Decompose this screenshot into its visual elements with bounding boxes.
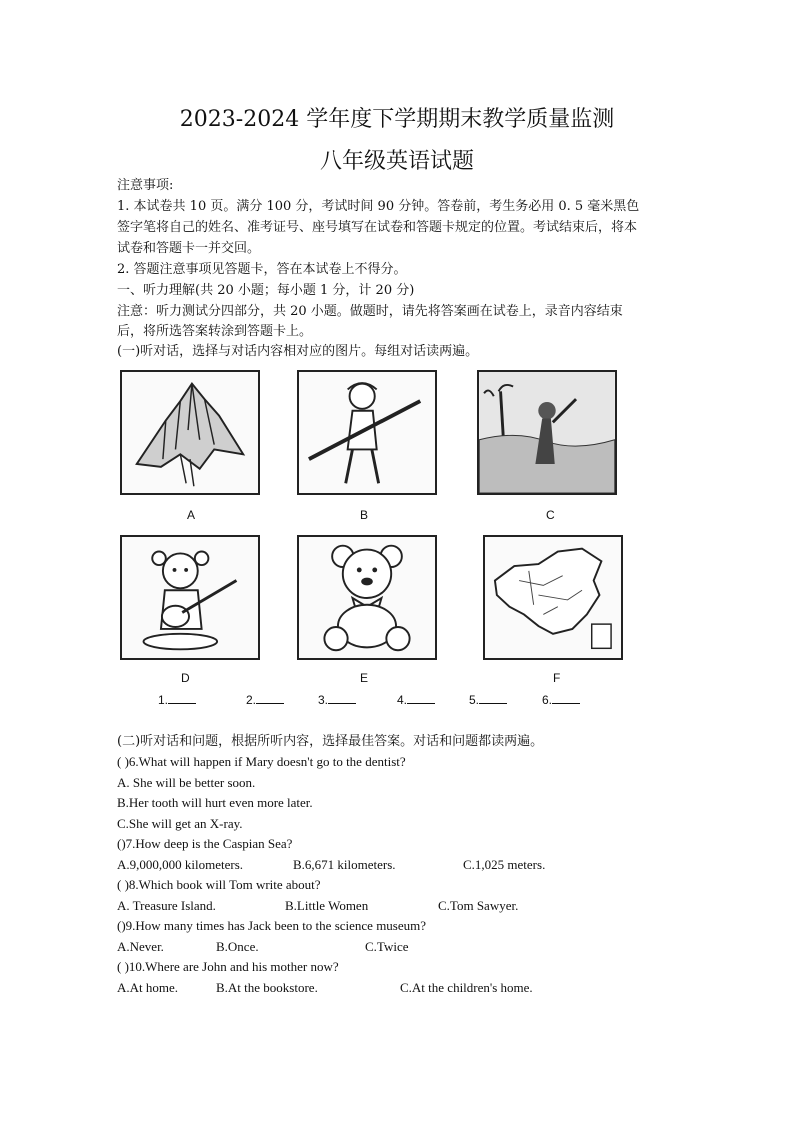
picture-label: D (181, 671, 190, 685)
option-9a: A.Never. (117, 939, 164, 954)
mountain-icon (120, 370, 260, 495)
monkey-king-icon (297, 370, 437, 495)
question-7: ()7.How deep is the Caspian Sea? (117, 836, 293, 851)
option-10b: B.At the bookstore. (216, 980, 318, 995)
option-8a: A. Treasure Island. (117, 898, 216, 913)
answer-blank-4[interactable]: 4. (397, 692, 435, 707)
answer-blank-2[interactable]: 2. (246, 692, 284, 707)
section1-note-1: 注意：听力测试分四部分，共 20 小题。做题时，请先将答案画在试卷上，录音内容结束 (117, 304, 623, 319)
notice-line-2: 签字笔将自己的姓名、准考证号、座号填写在试卷和答题卡规定的位置。考试结束后，将本 (117, 220, 638, 235)
option-9c: C.Twice (365, 939, 409, 954)
option-8c: C.Tom Sawyer. (438, 898, 519, 913)
option-8b: B.Little Women (285, 898, 369, 913)
exam-subtitle: 八年级英语试题 (319, 149, 474, 174)
option-10a: A.At home. (117, 980, 179, 995)
picture-label: B (360, 508, 369, 522)
option-7a: A.9,000,000 kilometers. (117, 857, 244, 872)
picture-label: C (546, 508, 555, 522)
option-10c: C.At the children's home. (400, 980, 533, 995)
china-map-icon (483, 535, 623, 660)
part1-instruction: (一)听对话，选择与对话内容相对应的图片。每组对话读两遍。 (117, 344, 479, 359)
picture-label: A (187, 508, 196, 522)
picture-label: E (360, 671, 369, 685)
answer-blank-3[interactable]: 3. (318, 692, 356, 707)
question-8: ( )8.Which book will Tom write about? (117, 877, 321, 892)
notice-line-3: 试卷和答题卡一并交回。 (117, 241, 261, 256)
option-6c: C.She will get an X-ray. (117, 816, 243, 831)
notice-heading: 注意事项: (117, 178, 174, 193)
answer-blank-5[interactable]: 5. (469, 692, 507, 707)
option-6a: A. She will be better soon. (117, 775, 256, 790)
option-6b: B.Her tooth will hurt even more later. (117, 795, 313, 810)
picture-label: F (553, 671, 561, 685)
option-7c: C.1,025 meters. (463, 857, 546, 872)
answer-blank-6[interactable]: 6. (542, 692, 580, 707)
castaway-icon (477, 370, 617, 495)
option-7b: B.6,671 kilometers. (293, 857, 396, 872)
question-6: ( )6.What will happen if Mary doesn't go to the dentist? (117, 754, 406, 769)
part2-instruction: (二)听对话和问题，根据所听内容，选择最佳答案。对话和问题都读两遍。 (117, 734, 544, 749)
section1-heading: 一、听力理解(共 20 小题；每小题 1 分，计 20 分) (117, 283, 415, 298)
section1-note-2: 后，将所选答案转涂到答题卡上。 (117, 324, 313, 339)
option-9b: B.Once. (216, 939, 259, 954)
teddy-bear-icon (297, 535, 437, 660)
exam-title: 2023-2024 学年度下学期期末教学质量监测 (179, 107, 615, 132)
question-9: ()9.How many times has Jack been to the science museum? (117, 918, 427, 933)
question-10: ( )10.Where are John and his mother now? (117, 959, 339, 974)
notice-line-4: 2. 答题注意事项见答题卡，答在本试卷上不得分。 (117, 262, 407, 277)
notice-line-1: 1. 本试卷共 10 页。满分 100 分，考试时间 90 分钟。答卷前，考生务必用 0. 5 毫米黑色 (117, 199, 640, 214)
girl-guitar-icon (120, 535, 260, 660)
answer-blank-1[interactable]: 1. (158, 692, 196, 707)
